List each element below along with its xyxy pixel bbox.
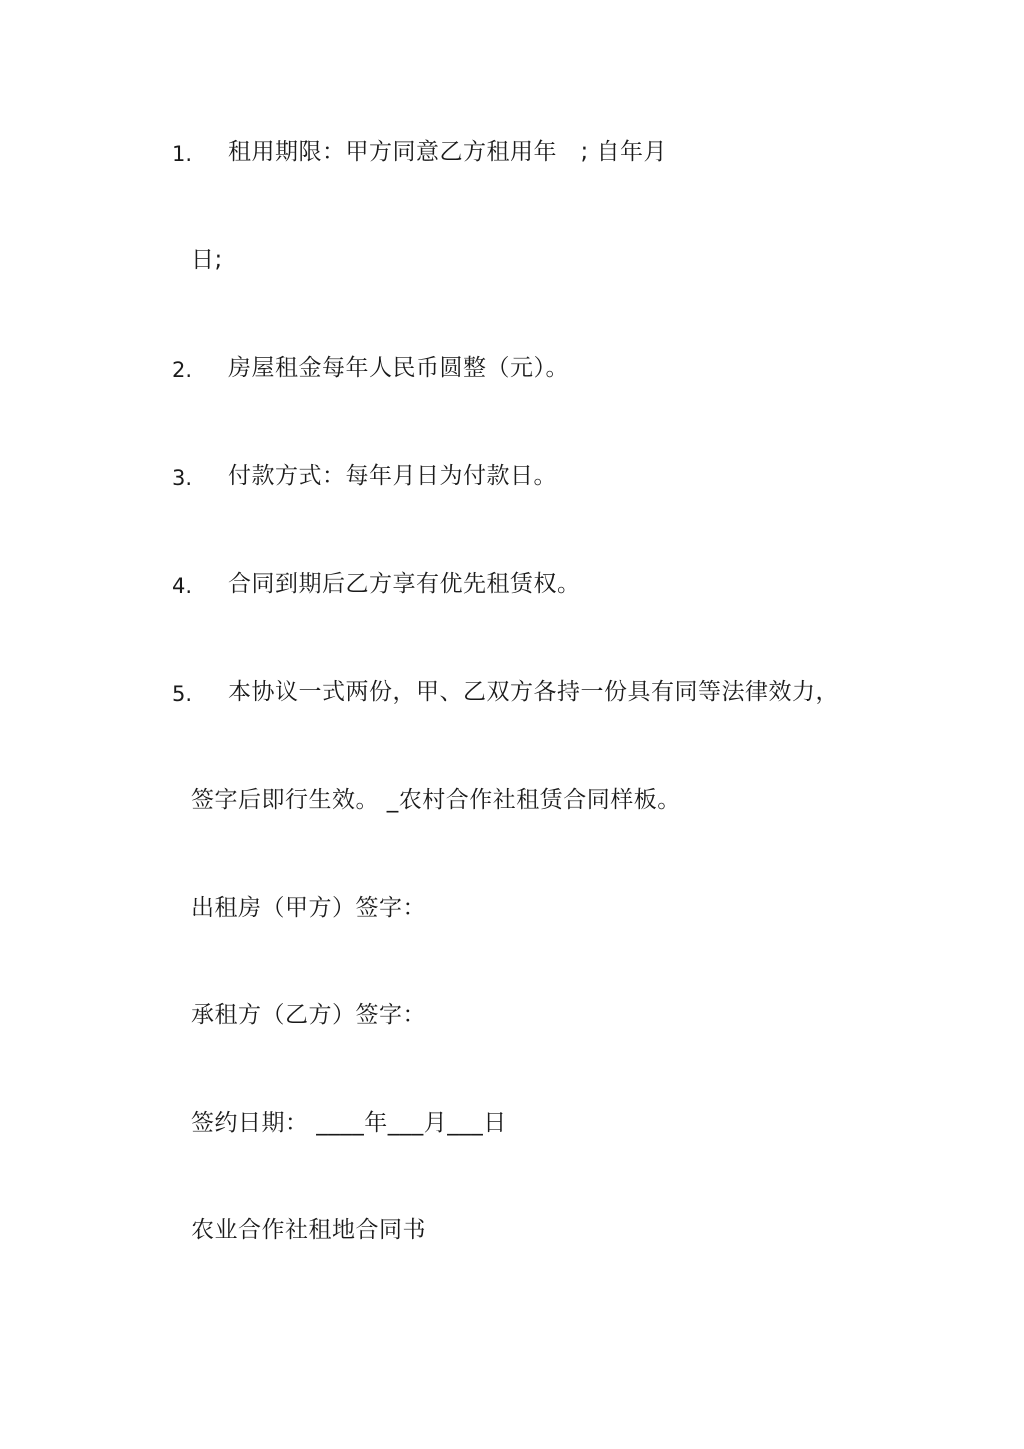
item-number: 5.: [172, 682, 193, 706]
item-text-renewal: 合同到期后乙方享有优先租赁权。: [228, 571, 581, 597]
item-text-payment: 付款方式：每年月日为付款日。: [228, 463, 557, 489]
item-number: 4.: [172, 574, 193, 598]
next-section-title: 农业合作社租地合同书: [191, 1217, 426, 1243]
lessee-signature-label: 承租方（乙方）签字：: [191, 1002, 426, 1028]
lessor-signature-label: 出租房（甲方）签字：: [191, 895, 426, 921]
item-number: 1.: [172, 142, 193, 166]
item-text-rent: 房屋租金每年人民币圆整（元）。: [228, 355, 569, 381]
item-text-lease-term: 租用期限：甲方同意乙方租用年 ; 自年月: [228, 139, 668, 165]
item-number: 2.: [172, 358, 193, 382]
item-number: 3.: [172, 466, 193, 490]
item-text-copies-cont: 签字后即行生效。 _农村合作社租赁合同样板。: [191, 787, 681, 813]
item-text-copies: 本协议一式两份，甲、乙双方各持一份具有同等法律效力，: [228, 679, 839, 705]
signing-date-label: 签约日期： ____年___月___日: [191, 1110, 507, 1136]
item-text-lease-term-cont: 日;: [191, 247, 223, 273]
